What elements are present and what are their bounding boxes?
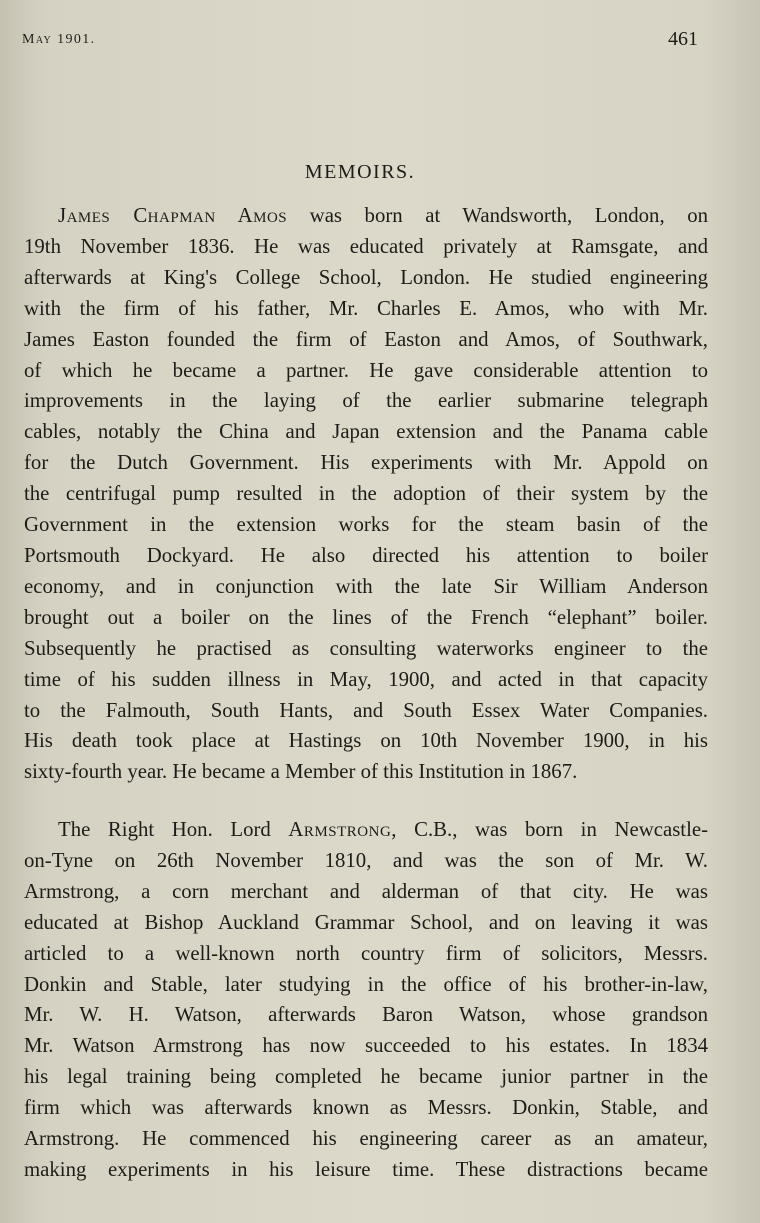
text-line: Armstrong, a corn merchant and alderman of that city. He was bbox=[24, 879, 708, 903]
memoir-subject-name: James Chapman Amos bbox=[58, 204, 288, 227]
text-line: sixty-fourth year. He became a Member of this Institution in 1867. bbox=[24, 760, 578, 784]
text-line: James Chapman Amos was born at Wandsworth, London, on bbox=[58, 204, 708, 227]
text-line: economy, and in conjunction with the late Sir William Anderson bbox=[24, 574, 708, 598]
text-line: afterwards at King's College School, London. He studied engineering bbox=[24, 265, 708, 289]
text-line: his legal training being completed he became junior partner in the bbox=[24, 1065, 708, 1089]
text-line: 19th November 1836. He was educated privately at Ramsgate, and bbox=[24, 234, 708, 258]
running-head: May 1901. bbox=[22, 32, 96, 47]
text-line: to the Falmouth, South Hants, and South Essex Water Companies. bbox=[24, 698, 708, 722]
text-line: articled to a well-known north country firm of solicitors, Messrs. bbox=[24, 941, 708, 965]
page-header bbox=[22, 28, 698, 54]
text-line: with the firm of his father, Mr. Charles E. Amos, who with Mr. bbox=[24, 296, 708, 320]
text-line: Subsequently he practised as consulting waterworks engineer to the bbox=[24, 636, 708, 660]
text-line: The Right Hon. Lord Armstrong, C.B., was born in Newcastle- bbox=[58, 818, 708, 841]
text-line: of which he became a partner. He gave considerable attention to bbox=[24, 358, 708, 382]
text-line: for the Dutch Government. His experiments with Mr. Appold on bbox=[24, 451, 708, 475]
text-line: cables, notably the China and Japan extension and the Panama cable bbox=[24, 420, 708, 444]
text-line: Donkin and Stable, later studying in the office of his brother-in-law, bbox=[24, 972, 708, 996]
memoir-amos-paragraph bbox=[24, 201, 708, 788]
text-line: educated at Bishop Auckland Grammar School, and on leaving it was bbox=[24, 910, 708, 934]
text-line: His death took place at Hastings on 10th November 1900, in his bbox=[24, 729, 708, 753]
text-line: James Easton founded the firm of Easton and Amos, of Southwark, bbox=[24, 327, 708, 351]
memoir-subject-name: Armstrong bbox=[288, 818, 392, 841]
text-line: firm which was afterwards known as Messrs. Donkin, Stable, and bbox=[24, 1096, 708, 1120]
text-line: Mr. W. H. Watson, afterwards Baron Watson, whose grandson bbox=[24, 1003, 708, 1027]
text-line: brought out a boiler on the lines of the French “elephant” boiler. bbox=[24, 605, 708, 629]
memoir-armstrong-paragraph bbox=[24, 815, 708, 1186]
text-line: Portsmouth Dockyard. He also directed his attention to boiler bbox=[24, 543, 708, 567]
page-number: 461 bbox=[668, 28, 698, 50]
text-line: the centrifugal pump resulted in the adoption of their system by the bbox=[24, 482, 708, 506]
text-line: Government in the extension works for the steam basin of the bbox=[24, 513, 708, 537]
section-title: MEMOIRS. bbox=[304, 161, 416, 183]
text-line: Armstrong. He commenced his engineering career as an amateur, bbox=[24, 1127, 708, 1151]
text-line: time of his sudden illness in May, 1900, and acted in that capacity bbox=[24, 667, 708, 691]
text-line: on-Tyne on 26th November 1810, and was the son of Mr. W. bbox=[24, 848, 708, 872]
text-line: improvements in the laying of the earlier submarine telegraph bbox=[24, 389, 708, 413]
text-line: Mr. Watson Armstrong has now succeeded to his estates. In 1834 bbox=[24, 1034, 708, 1058]
text-line: making experiments in his leisure time. These distractions became bbox=[24, 1157, 708, 1181]
